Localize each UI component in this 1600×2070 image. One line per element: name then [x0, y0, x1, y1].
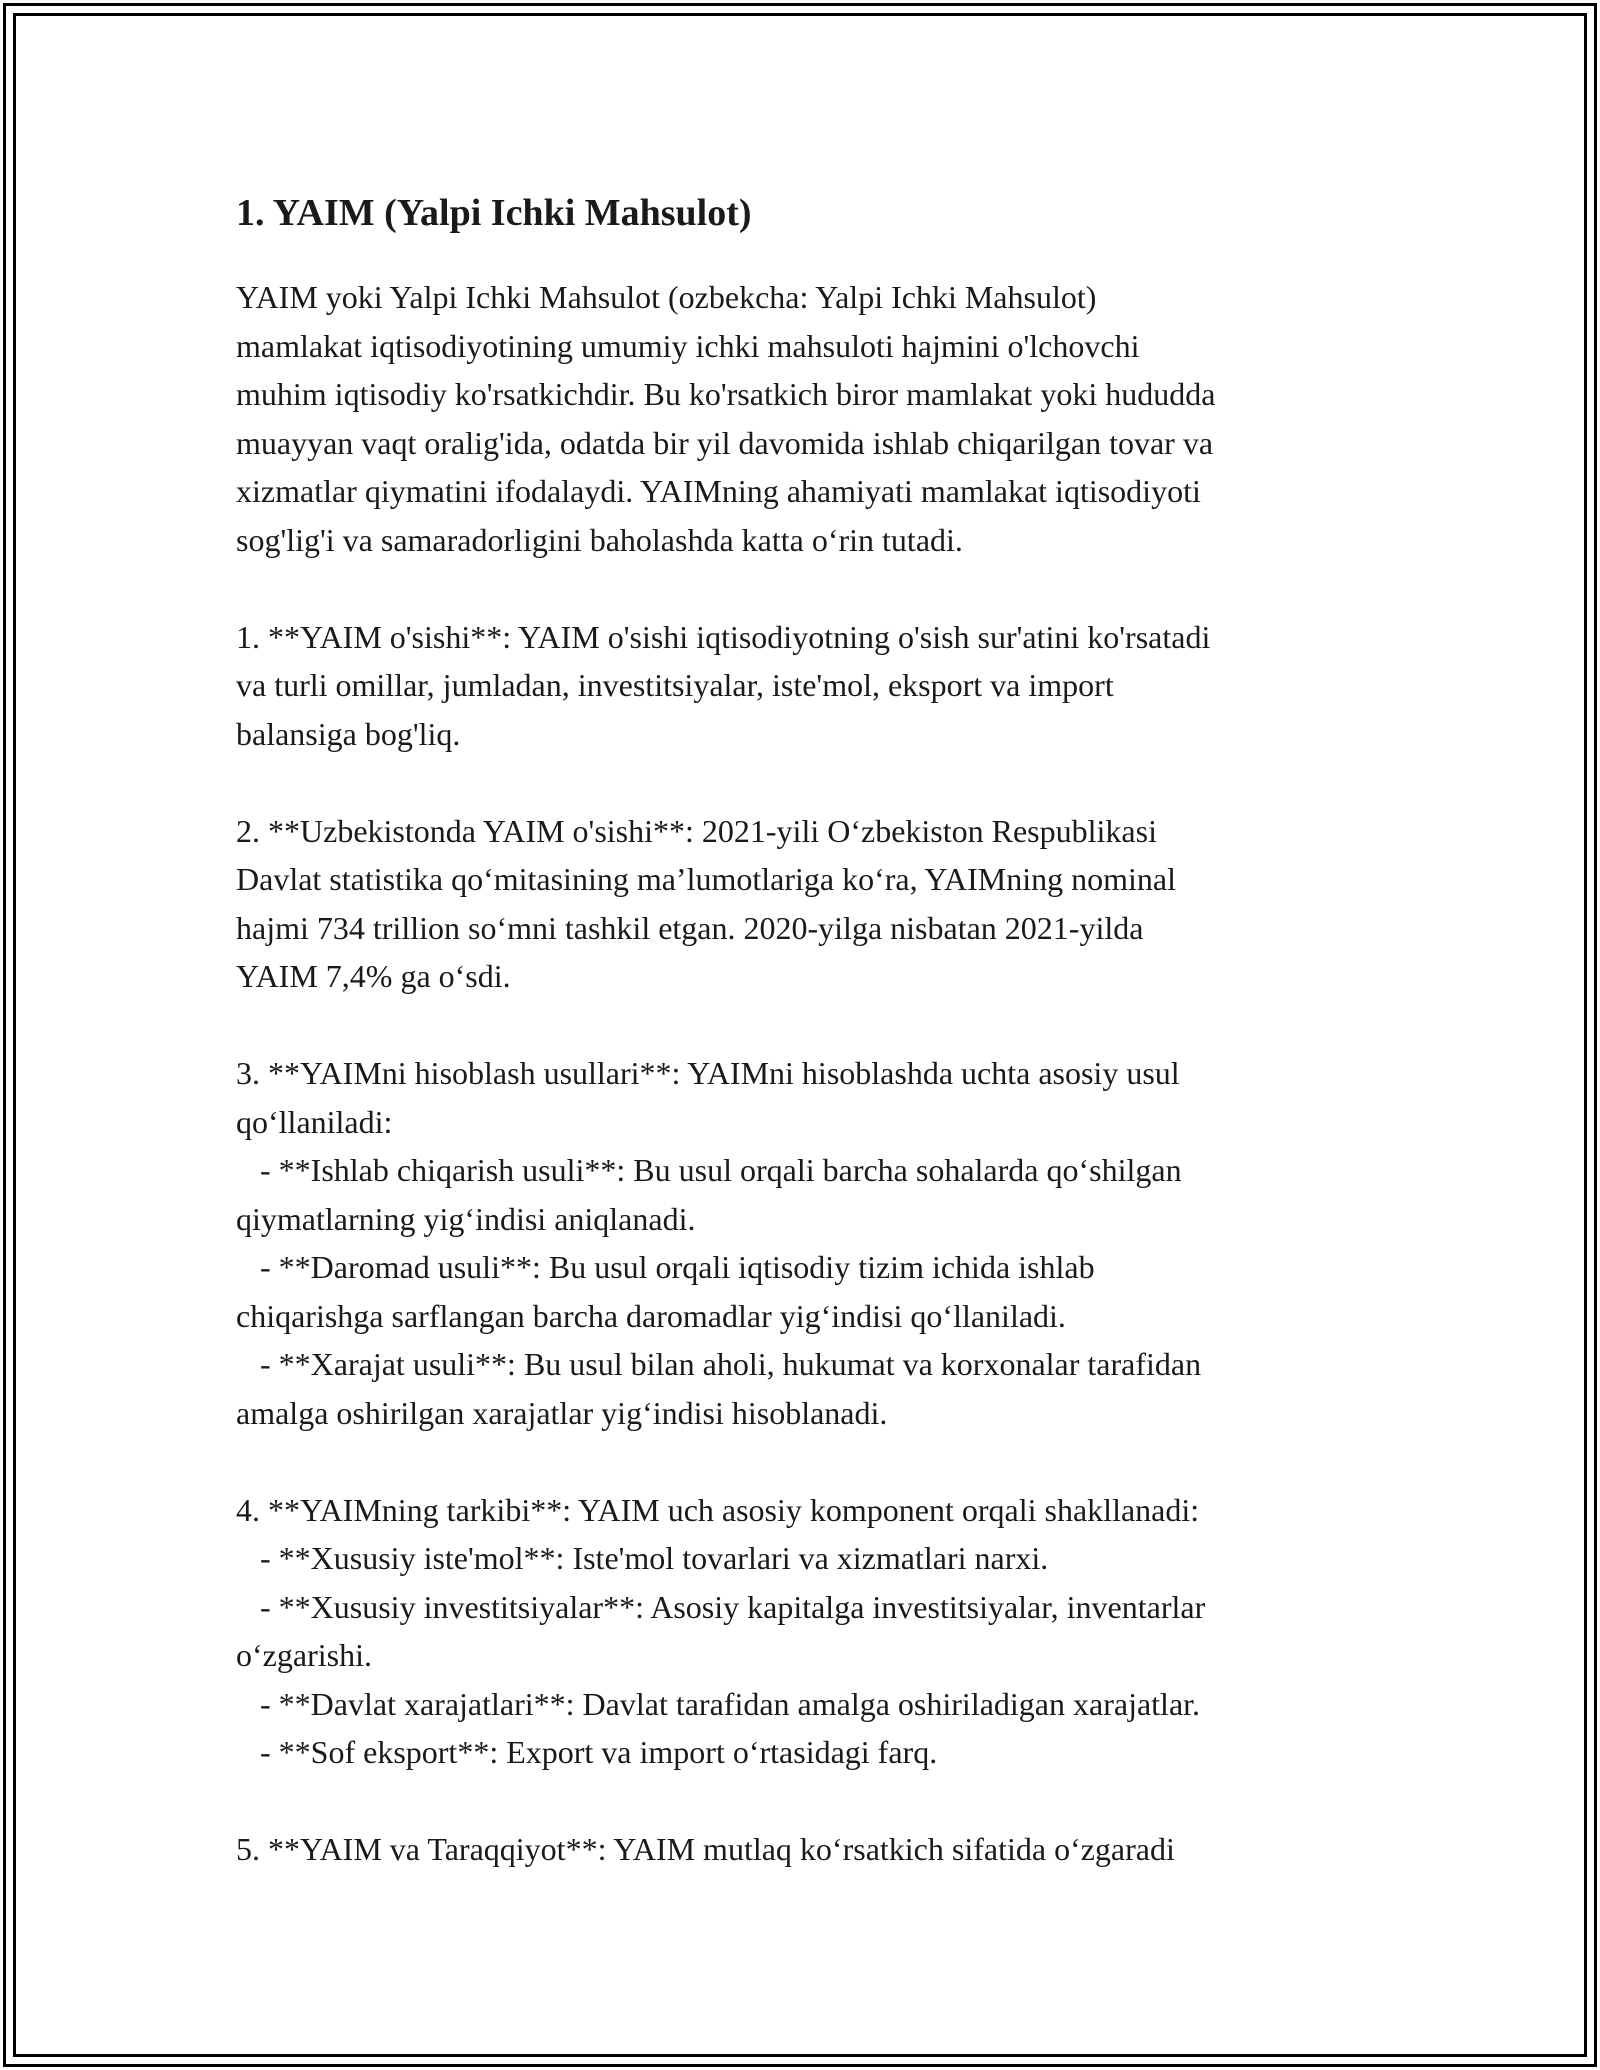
- document-body: [236, 185, 1386, 1874]
- list-item-gdp-composition: 4. **YAIMning tarkibi**: YAIM uch asosiy komponent orqali shakllanadi: - **Xususiy iste'mol**: Iste'mol tovarlari va xizmatlari narxi. - **Xususiy investitsiyalar**: Asosiy kapitalga investitsiyalar, inventarlar o‘zgarishi. - **Davlat xarajatlari**: Davlat tarafidan amalga oshiriladigan xarajatlar. - **Sof eksport**: Export va import o‘rtasidagi farq.: [236, 1491, 1206, 1770]
- intro-paragraph: YAIM yoki Yalpi Ichki Mahsulot (ozbekcha: Yalpi Ichki Mahsulot) mamlakat iqtisodiyotining umumiy ichki mahsuloti hajmini o'lchovchi muhim iqtisodiy ko'rsatkichdir. Bu ko'rsatkich biror mamlakat yoki hududda muayyan vaqt oralig'ida, odatda bir yil davomida ishlab chiqarilgan tovar va xizmatlar qiymatini ifodalaydi. YAIMning ahamiyati mamlakat iqtisodiyoti sog'lig'i va samaradorligini baholashda katta o‘rin tutadi.: [236, 279, 1216, 558]
- list-item-calculation-methods: 3. **YAIMni hisoblash usullari**: YAIMni hisoblashda uchta asosiy usul qo‘llaniladi: - **Ishlab chiqarish usuli**: Bu usul orqali barcha sohalarda qo‘shilgan qiymatlarning yig‘indisi aniqlanadi. - **Daromad usuli**: Bu usul orqali iqtisodiy tizim ichida ishlab chiqarishga sarflangan barcha daromadlar yig‘indisi qo‘llaniladi. - **Xarajat usuli**: Bu usul bilan aholi, hukumat va korxonalar tarafidan amalga oshirilgan xarajatlar yig‘indisi hisoblanadi.: [236, 1055, 1202, 1431]
- list-item-gdp-development: 5. **YAIM va Taraqqiyot**: YAIM mutlaq ko‘rsatkich sifatida o‘zgaradi: [236, 1831, 1175, 1867]
- list-item-uzbekistan-gdp: 2. **Uzbekistonda YAIM o'sishi**: 2021-yili O‘zbekiston Respublikasi Davlat statistika qo‘mitasining ma’lumotlariga ko‘ra, YAIMning nominal hajmi 734 trillion so‘mni tashkil etgan. 2020-yilga nisbatan 2021-yilda YAIM 7,4% ga o‘sdi.: [236, 812, 1176, 994]
- section-heading: 1. YAIM (Yalpi Ichki Mahsulot): [236, 192, 752, 234]
- list-item-gdp-growth: 1. **YAIM o'sishi**: YAIM o'sishi iqtisodiyotning o'sish sur'atini ko'rsatadi va turli omillar, jumladan, investitsiyalar, iste'mol, eksport va import balansiga bog'liq.: [236, 618, 1211, 752]
